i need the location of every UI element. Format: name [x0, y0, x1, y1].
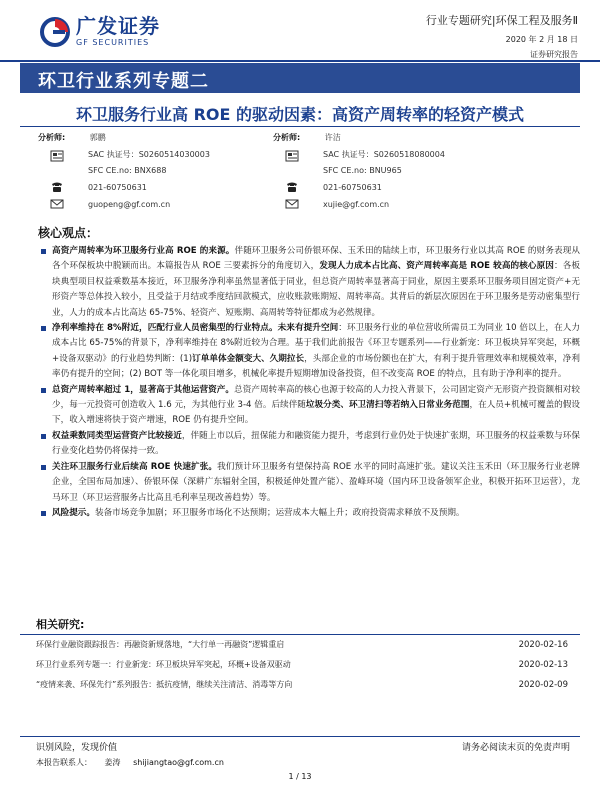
- key-point-text: 装备市场竞争加剧；环卫服务市场化不达预期；运营成本大幅上升；政府投资需求释放不及预期。: [94, 507, 465, 518]
- key-point: [40, 460, 580, 506]
- sfc-number: BNX688: [134, 166, 167, 175]
- related-item[interactable]: [20, 655, 580, 675]
- bullet-square-icon: [41, 511, 46, 516]
- key-point-emphasis: 订单单体金额变大、久期拉长: [192, 353, 305, 364]
- sfc-number: BNU965: [369, 166, 402, 175]
- report-header: [0, 0, 600, 62]
- key-point-lead: 总资产周转率超过 1，显著高于其他运营资产。: [52, 384, 235, 395]
- report-kind: 证券研究报告: [530, 50, 578, 59]
- id-card-icon: [50, 150, 64, 162]
- report-type: 行业专题研究|环保工程及服务Ⅱ: [425, 14, 578, 27]
- analyst-right-email[interactable]: xujie@gf.com.cn: [323, 200, 390, 209]
- bullet-square-icon: [41, 388, 46, 393]
- bullet-square-icon: [41, 249, 46, 254]
- related-item[interactable]: [20, 635, 580, 655]
- analyst-right-phone: 021-60750631: [323, 183, 382, 192]
- related-item-date: 2020-02-16: [518, 640, 568, 650]
- key-points-list: [40, 244, 580, 521]
- related-research: [20, 615, 580, 695]
- mail-icon: [50, 198, 64, 210]
- key-point: [40, 429, 580, 460]
- key-point-text: ：各板块典型项目权益乘数基本接近，环卫服务净利率虽然显著低于同业，但总资产周转率显著高于同业，原因主要系环卫服务项目固定资产+无形资产等总体投入较小，且受益于月结或季度结回款模式，应收账款账期短、周转率高。其背后的新层次原因在于环卫服务是劳动密集型行业，人力的成本占比高达 65-75%、轻资产、短账期、高周转等特征都成为必然规律。: [52, 261, 580, 318]
- report-date: 2020 年 2 月 18 日: [505, 35, 578, 44]
- bullet-square-icon: [41, 434, 46, 439]
- mail-icon: [285, 198, 299, 210]
- key-point-lead: 净利率维持在 8%附近，匹配行业人员密集型的行业特点。未来有提升空间: [52, 323, 339, 334]
- key-point-text: 我们预计环卫服务有望保持高 ROE 水平的同时高速扩张。建议关注玉禾田（环卫服务行业老牌企业，全国布局加速）、侨银环保（深耕广东辐射全国，积极延伸处置产能）、盈峰环境（国内环卫设备领军企业，积极开拓环卫运营），龙马环卫（环卫运营服务占比高且毛利率呈现改善趋势）等。: [52, 461, 580, 503]
- key-point-text: 总资产周转率高的核心也源于较高的人力投入背景下，公司固定资产无形资产投资额相对较少，每一元投资可创造收入 1.6 元，为其他行业 3-4 倍。后续伴随: [52, 384, 580, 411]
- related-item-text[interactable]: “疫情来袭、环保先行”系列报告：抵抗疫情，继续关注清洁、消毒等方向: [36, 680, 293, 689]
- sac-label: SAC 执证号：: [323, 150, 374, 159]
- analyst-label: 分析师:: [38, 133, 66, 142]
- key-point-text: ，头部企业的市场份额也在扩大，有利于提升管理效率和规模效率，净利率仍有提升的空间；(2) BOT 等一体化项目增多，机械化率提升短期增加设备投资，但不改变高 ROE 的特点，且有助于净利率的提升。: [52, 353, 580, 380]
- analyst-left-email[interactable]: guopeng@gf.com.cn: [88, 200, 171, 209]
- contact-label: 本报告联系人：: [36, 758, 92, 767]
- analyst-right-sac: [323, 148, 445, 161]
- phone-icon: [50, 181, 64, 193]
- page-number: 1 / 13: [288, 772, 312, 781]
- key-points-title: 核心观点：: [38, 226, 99, 240]
- bullet-square-icon: [41, 465, 46, 470]
- contact-email[interactable]: shijiangtao@gf.com.cn: [133, 758, 224, 767]
- analyst-left-phone: 021-60750631: [88, 183, 147, 192]
- gf-logo: [40, 16, 160, 47]
- footer-disclaimer-note: 请务必阅读末页的免责声明: [461, 743, 570, 753]
- sac-label: SAC 执证号：: [88, 150, 139, 159]
- key-point-text: ，在人员+机械可覆盖的假设下，收入增速将快于资产增速，ROE 仍有提升空间。: [52, 400, 580, 426]
- analyst-right-sfc: [323, 164, 402, 177]
- key-point-lead: 权益乘数同类型运营资产比较接近: [52, 430, 182, 441]
- analyst-left-name: 郭鹏: [89, 133, 106, 142]
- logo-text-cn: 广发证券: [76, 14, 160, 38]
- analyst-right-name: 许洁: [324, 133, 341, 142]
- phone-icon: [285, 181, 299, 193]
- analyst-label-right: 分析师:: [273, 133, 301, 142]
- related-item-date: 2020-02-09: [518, 680, 568, 690]
- contact-name: 姜涛: [104, 758, 121, 767]
- analyst-left-name-row: [38, 131, 106, 144]
- sac-number: S0260518080004: [373, 150, 445, 159]
- related-item-text[interactable]: 环卫行业系列专题一：行业新宠：环卫板块异军突起，环概+设备双驱动: [36, 660, 291, 669]
- key-point-text: ，伴随上市以后，扭保能力和融资能力提升，考虑到行业仍处于快速扩张期，环卫服务的权益乘数与环保行业变化趋势仍将保持一致。: [52, 430, 580, 457]
- series-title-band: [20, 63, 580, 93]
- report-contact: [36, 757, 224, 768]
- key-point: [40, 383, 580, 429]
- header-divider: [0, 60, 600, 62]
- key-point: [40, 321, 580, 383]
- footer-divider: [20, 736, 580, 737]
- key-point: [40, 506, 580, 521]
- related-item-date: 2020-02-13: [518, 660, 568, 670]
- logo-text-en: GF SECURITIES: [76, 38, 150, 47]
- series-title: 环卫行业系列专题二: [38, 71, 209, 92]
- report-subtitle: 环卫服务行业高 ROE 的驱动因素：高资产周转率的轻资产模式: [20, 97, 580, 127]
- key-point-lead: 高资产周转率为环卫服务行业高 ROE 的来源。: [52, 246, 235, 256]
- sfc-label: SFC CE.no:: [323, 166, 367, 175]
- analyst-left-sfc: [88, 164, 166, 177]
- key-point-text: 伴随环卫服务公司侨银环保、玉禾田的陆续上市，环卫服务行业以其高 ROE 的财务表现从各个环保板块中脱颖而出。本篇报告从 ROE 三要素拆分的角度切入，: [52, 246, 580, 272]
- related-research-title: 相关研究:: [20, 615, 580, 635]
- sac-number: S0260514030003: [138, 150, 210, 159]
- key-point-lead: 关注环卫服务行业后续高 ROE 快速扩张。: [52, 461, 218, 472]
- key-point-emphasis: 发现人力成本占比高、资产周转率高是 ROE 较高的核心原因: [319, 261, 554, 272]
- key-point-text: ：环卫服务行业的单位营收所需员工为同业 10 倍以上，在人力成本占比 65-75%的背景下，净利率维持在 8%附近较为合理。基于我们此前报告《环卫专题系列——行业新宠：环卫板块异军突起，环概+设备双驱动》的行业趋势判断：(1): [52, 323, 580, 364]
- bullet-square-icon: [41, 326, 46, 331]
- sfc-label: SFC CE.no:: [88, 166, 132, 175]
- key-point-emphasis: 垃圾分类、环卫清扫等若纳入日常业务范围: [305, 400, 470, 411]
- footer-slogan: 识别风险，发现价值: [36, 743, 118, 753]
- related-item-text[interactable]: 环保行业融资跟踪报告：再融资新规落地，“大行单一再融资”逻辑重启: [36, 640, 285, 649]
- key-point: [40, 244, 580, 321]
- key-point-lead: 风险提示。: [52, 507, 95, 518]
- gf-logo-icon: [40, 17, 70, 47]
- analyst-left-sac: [88, 148, 210, 161]
- related-item[interactable]: [20, 675, 580, 695]
- analyst-right-name-row: [273, 131, 341, 144]
- id-card-icon: [285, 150, 299, 162]
